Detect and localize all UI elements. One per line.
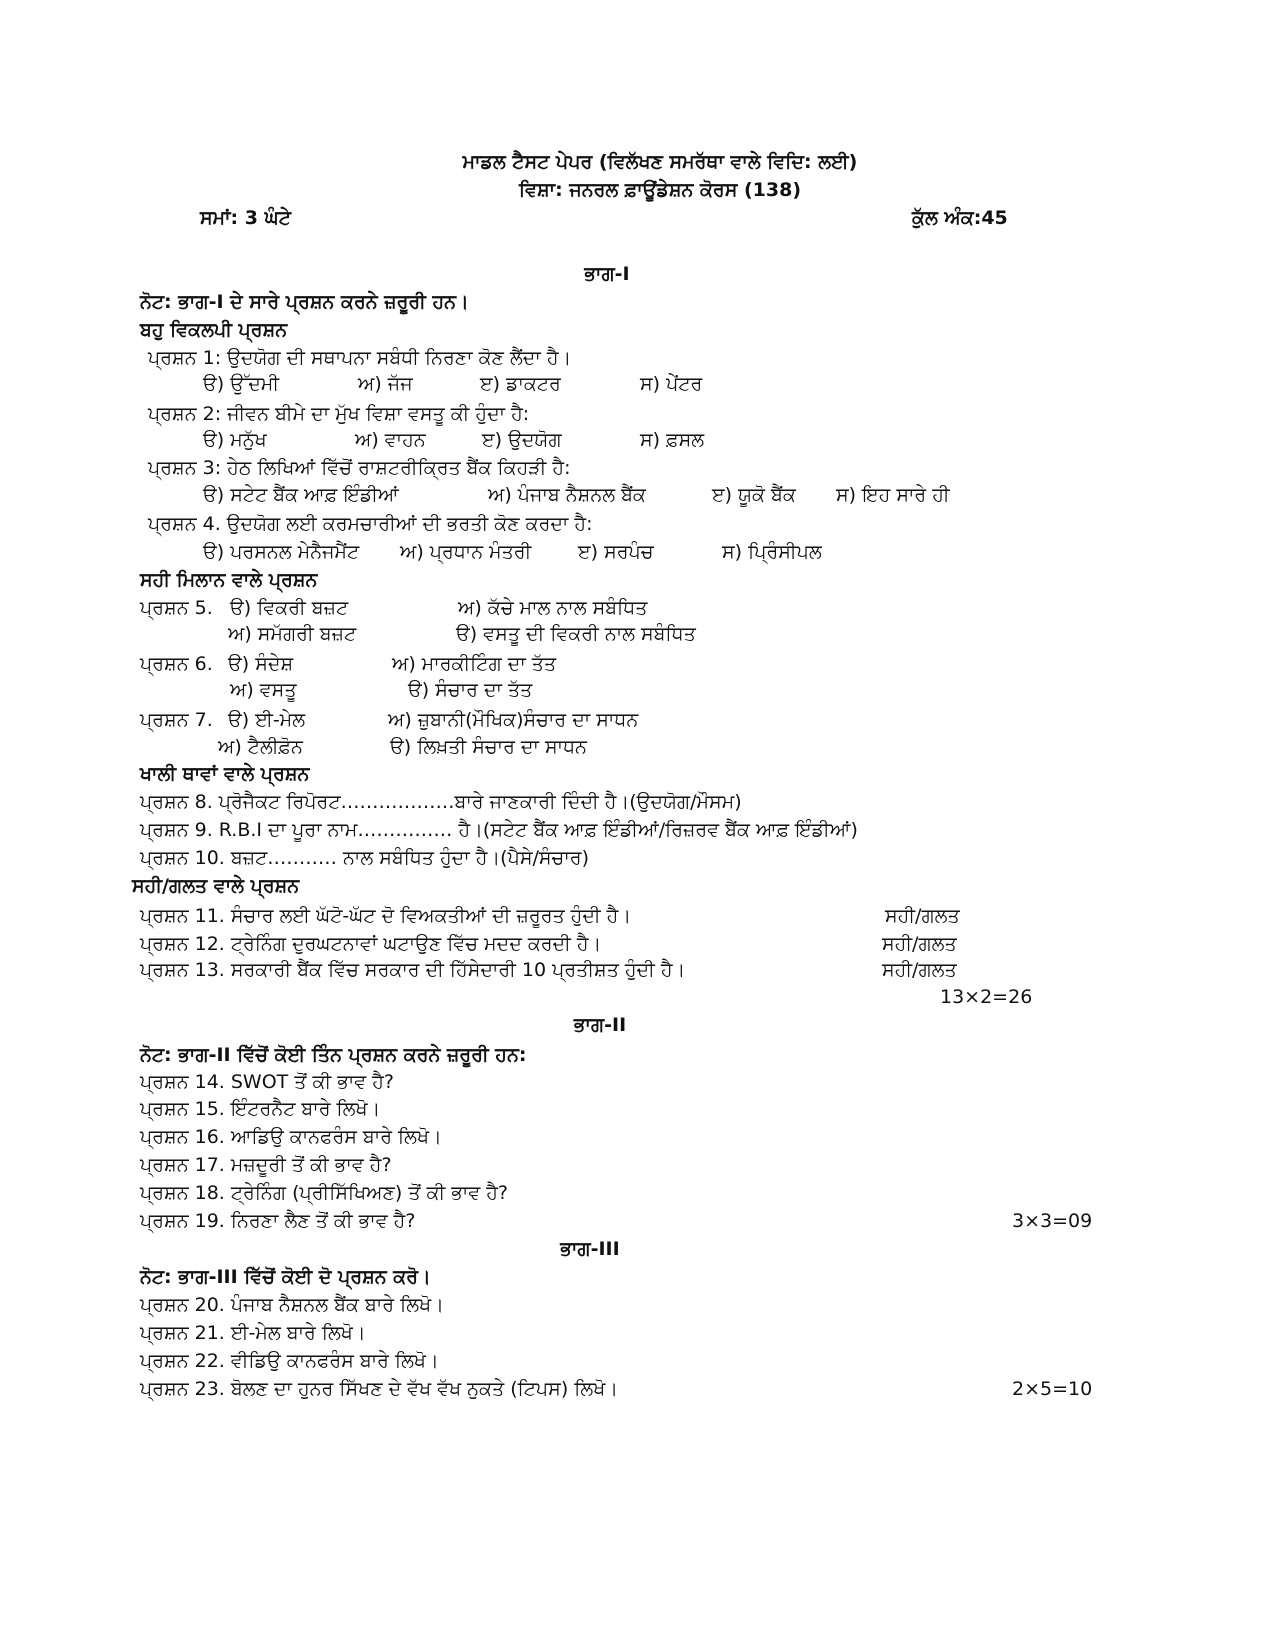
q1-option-b: ਅ) ਜੱਜ [358,373,413,395]
question-5: ਪ੍ਰਸ਼ਨ 5. [140,597,213,619]
q5-right-2: ੳ) ਵਸਤੂ ਦੀ ਵਿਕਰੀ ਨਾਲ ਸਬੰਧਿਤ [456,623,696,645]
question-9: ਪ੍ਰਸ਼ਨ 9. R.B.I ਦਾ ਪੂਰਾ ਨਾਮ…………… ਹੈ।(ਸਟੇਟ ਬੈਂਕ ਆਫ਼ ਇੰਡੀਆਂ/ਰਿਜ਼ਰਵ ਬੈਂਕ ਆਫ਼ ਇੰਡੀਆਂ) [140,819,858,841]
part2-marks: 3×3=09 [1012,1210,1093,1232]
question-16: ਪ੍ਰਸ਼ਨ 16. ਆਡਿਉ ਕਾਨਫਰੰਸ ਬਾਰੇ ਲਿਖੋ। [140,1126,442,1148]
q11-answer: ਸਹੀ/ਗਲਤ [885,905,960,927]
question-22: ਪ੍ਰਸ਼ਨ 22. ਵੀਡਿਉ ਕਾਨਫਰੰਸ ਬਾਰੇ ਲਿਖੋ। [140,1350,439,1372]
q5-left-1: ੳ) ਵਿਕਰੀ ਬਜ਼ਟ [230,597,349,619]
part2-heading: ਭਾਗ-II [573,1014,627,1036]
q4-option-b: ਅ) ਪ੍ਰਧਾਨ ਮੰਤਰੀ [400,541,532,563]
question-13: ਪ੍ਰਸ਼ਨ 13. ਸਰਕਾਰੀ ਬੈਂਕ ਵਿੱਚ ਸਰਕਾਰ ਦੀ ਹਿੱਸੇਦਾਰੀ 10 ਪ੍ਰਤੀਸ਼ਤ ਹੁੰਦੀ ਹੈ। [140,959,686,981]
blanks-heading: ਖਾਲੀ ਥਾਵਾਂ ਵਾਲੇ ਪ੍ਰਸ਼ਨ [140,763,310,785]
question-7: ਪ੍ਰਸ਼ਨ 7. [140,709,213,731]
part3-note: ਨੋਟ: ਭਾਗ-III ਵਿੱਚੋਂ ਕੋਈ ਦੋ ਪ੍ਰਸ਼ਨ ਕਰੋ। [140,1266,431,1288]
q2-option-a: ੳ) ਮਨੁੱਖ [203,429,267,451]
q6-right-2: ੳ) ਸੰਚਾਰ ਦਾ ਤੱਤ [408,679,533,701]
q1-option-a: ੳ) ਉੱਦਮੀ [203,373,280,395]
question-17: ਪ੍ਰਸ਼ਨ 17. ਮਜ਼ਦੂਰੀ ਤੋਂ ਕੀ ਭਾਵ ਹੈ? [140,1154,392,1176]
q4-option-c: ੲ) ਸਰਪੰਚ [578,541,654,563]
paper-title: ਮਾਡਲ ਟੈਸਟ ਪੇਪਰ (ਵਿਲੱਖਣ ਸਮਰੱਥਾ ਵਾਲੇ ਵਿਦਿ: ਲਈ) [462,151,858,173]
part1-marks: 13×2=26 [940,986,1033,1008]
question-2: ਪ੍ਰਸ਼ਨ 2: ਜੀਵਨ ਬੀਮੇ ਦਾ ਮੁੱਖ ਵਿਸ਼ਾ ਵਸਤੂ ਕੀ ਹੁੰਦਾ ਹੈ: [148,403,530,425]
question-19: ਪ੍ਰਸ਼ਨ 19. ਨਿਰਣਾ ਲੈਣ ਤੋਂ ਕੀ ਭਾਵ ਹੈ? [140,1210,416,1232]
part1-heading: ਭਾਗ-I [584,263,630,285]
q2-option-c: ੲ) ਉਦਯੋਗ [482,429,562,451]
q5-right-1: ਅ) ਕੱਚੇ ਮਾਲ ਨਾਲ ਸਬੰਧਿਤ [458,597,648,619]
q5-left-2: ਅ) ਸਮੱਗਰੀ ਬਜ਼ਟ [228,623,357,645]
q7-left-2: ਅ) ਟੈਲੀਫ਼ੋਨ [218,736,303,758]
q2-option-d: ਸ) ਫ਼ਸਲ [640,429,705,451]
part1-note: ਨੋਟ: ਭਾਗ-I ਦੇ ਸਾਰੇ ਪ੍ਰਸ਼ਨ ਕਰਨੇ ਜ਼ਰੂਰੀ ਹਨ। [140,291,469,313]
q3-option-b: ਅ) ਪੰਜਾਬ ਨੈਸ਼ਨਲ ਬੈਂਕ [488,484,646,506]
q1-option-c: ੲ) ਡਾਕਟਰ [480,373,561,395]
q7-right-1: ਅ) ਜ਼ੁਬਾਨੀ(ਮੌਖਿਕ)ਸੰਚਾਰ ਦਾ ਸਾਧਨ [388,709,639,731]
q7-left-1: ੳ) ਈ-ਮੇਲ [228,709,306,731]
q6-right-1: ਅ) ਮਾਰਕੀਟਿੰਗ ਦਾ ਤੱਤ [392,653,557,675]
question-21: ਪ੍ਰਸ਼ਨ 21. ਈ-ਮੇਲ ਬਾਰੇ ਲਿਖੋ। [140,1322,366,1344]
q7-right-2: ੳ) ਲਿਖ਼ਤੀ ਸੰਚਾਰ ਦਾ ਸਾਧਨ [390,736,587,758]
q3-option-d: ਸ) ਇਹ ਸਾਰੇ ਹੀ [836,484,950,506]
q3-option-a: ੳ) ਸਟੇਟ ਬੈਂਕ ਆਫ਼ ਇੰਡੀਆਂ [203,484,399,506]
question-14: ਪ੍ਰਸ਼ਨ 14. SWOT ਤੋਂ ਕੀ ਭਾਵ ਹੈ? [140,1071,394,1093]
true-false-heading: ਸਹੀ/ਗਲਤ ਵਾਲੇ ਪ੍ਰਸ਼ਨ [132,875,300,897]
question-12: ਪ੍ਰਸ਼ਨ 12. ਟ੍ਰੇਨਿੰਗ ਦੁਰਘਟਨਾਵਾਂ ਘਟਾਉਣ ਵਿੱਚ ਮਦਦ ਕਰਦੀ ਹੈ। [140,933,602,955]
q1-option-d: ਸ) ਪੇਂਟਰ [640,373,703,395]
question-20: ਪ੍ਰਸ਼ਨ 20. ਪੰਜਾਬ ਨੈਸ਼ਨਲ ਬੈਂਕ ਬਾਰੇ ਲਿਖੋ। [140,1294,444,1316]
q3-option-c: ੲ) ਯੂਕੋ ਬੈਂਕ [712,484,796,506]
question-6: ਪ੍ਰਸ਼ਨ 6. [140,653,213,675]
question-11: ਪ੍ਰਸ਼ਨ 11. ਸੰਚਾਰ ਲਈ ਘੱਟੋ-ਘੱਟ ਦੋ ਵਿਅਕਤੀਆਂ ਦੀ ਜ਼ਰੂਰਤ ਹੁੰਦੀ ਹੈ। [140,905,632,927]
q4-option-d: ਸ) ਪ੍ਰਿੰਸੀਪਲ [722,541,822,563]
part3-heading: ਭਾਗ-III [560,1238,620,1260]
question-18: ਪ੍ਰਸ਼ਨ 18. ਟ੍ਰੇਨਿੰਗ (ਪ੍ਰੀਸਿੱਖਿਅਣ) ਤੋਂ ਕੀ ਭਾਵ ਹੈ? [140,1182,509,1204]
time-allowed: ਸਮਾਂ: 3 ਘੰਟੇ [200,207,291,229]
q2-option-b: ਅ) ਵਾਹਨ [355,429,426,451]
total-marks: ਕੁੱਲ ਅੰਕ:45 [912,207,1008,229]
q6-left-2: ਅ) ਵਸਤੂ [230,679,297,701]
question-15: ਪ੍ਰਸ਼ਨ 15. ਇੰਟਰਨੈਟ ਬਾਰੇ ਲਿਖੋ। [140,1098,381,1120]
question-10: ਪ੍ਰਸ਼ਨ 10. ਬਜ਼ਟ………‥ ਨਾਲ ਸਬੰਧਿਤ ਹੁੰਦਾ ਹੈ।(ਪੈਸੇ/ਸੰਚਾਰ) [140,847,589,869]
question-4: ਪ੍ਰਸ਼ਨ 4. ਉਦਯੋਗ ਲਈ ਕਰਮਚਾਰੀਆਂ ਦੀ ਭਰਤੀ ਕੋਣ ਕਰਦਾ ਹੈ: [148,513,593,535]
q12-answer: ਸਹੀ/ਗਲਤ [882,933,957,955]
part3-marks: 2×5=10 [1012,1378,1093,1400]
question-23: ਪ੍ਰਸ਼ਨ 23. ਬੋਲਣ ਦਾ ਹੁਨਰ ਸਿੱਖਣ ਦੇ ਵੱਖ ਵੱਖ ਨੁਕਤੇ (ਟਿਪਸ) ਲਿਖੋ। [140,1378,619,1400]
question-1: ਪ੍ਰਸ਼ਨ 1: ਉਦਯੋਗ ਦੀ ਸਥਾਪਨਾ ਸਬੰਧੀ ਨਿਰਣਾ ਕੋਣ ਲੈਂਦਾ ਹੈ। [148,347,572,369]
question-3: ਪ੍ਰਸ਼ਨ 3: ਹੇਠ ਲਿਖਿਆਂ ਵਿੱਚੋਂ ਰਾਸ਼ਟਰੀਕ੍ਰਿਤ ਬੈਂਕ ਕਿਹੜੀ ਹੈ: [148,457,571,479]
q6-left-1: ੳ) ਸੰਦੇਸ਼ [228,653,294,675]
match-heading: ਸਹੀ ਮਿਲਾਨ ਵਾਲੇ ਪ੍ਰਸ਼ਨ [140,569,318,591]
q13-answer: ਸਹੀ/ਗਲਤ [882,959,957,981]
q4-option-a: ੳ) ਪਰਸਨਲ ਮੇਨੈਜਮੈਂਟ [203,541,360,563]
mcq-heading: ਬਹੁ ਵਿਕਲਪੀ ਪ੍ਰਸ਼ਨ [140,319,288,341]
question-8: ਪ੍ਰਸ਼ਨ 8. ਪ੍ਰੋਜੈਕਟ ਰਿਪੋਰਟ………………ਬਾਰੇ ਜਾਣਕਾਰੀ ਦਿੰਦੀ ਹੈ।(ਉਦਯੋਗ/ਮੌਸਮ) [140,791,742,813]
part2-note: ਨੋਟ: ਭਾਗ-II ਵਿੱਚੋਂ ਕੋਈ ਤਿੰਨ ਪ੍ਰਸ਼ਨ ਕਰਨੇ ਜ਼ਰੂਰੀ ਹਨ: [140,1044,527,1066]
subject-line: ਵਿਸ਼ਾ: ਜਨਰਲ ਫ਼ਾਊਂਡੇਸ਼ਨ ਕੋਰਸ (138) [519,179,801,201]
